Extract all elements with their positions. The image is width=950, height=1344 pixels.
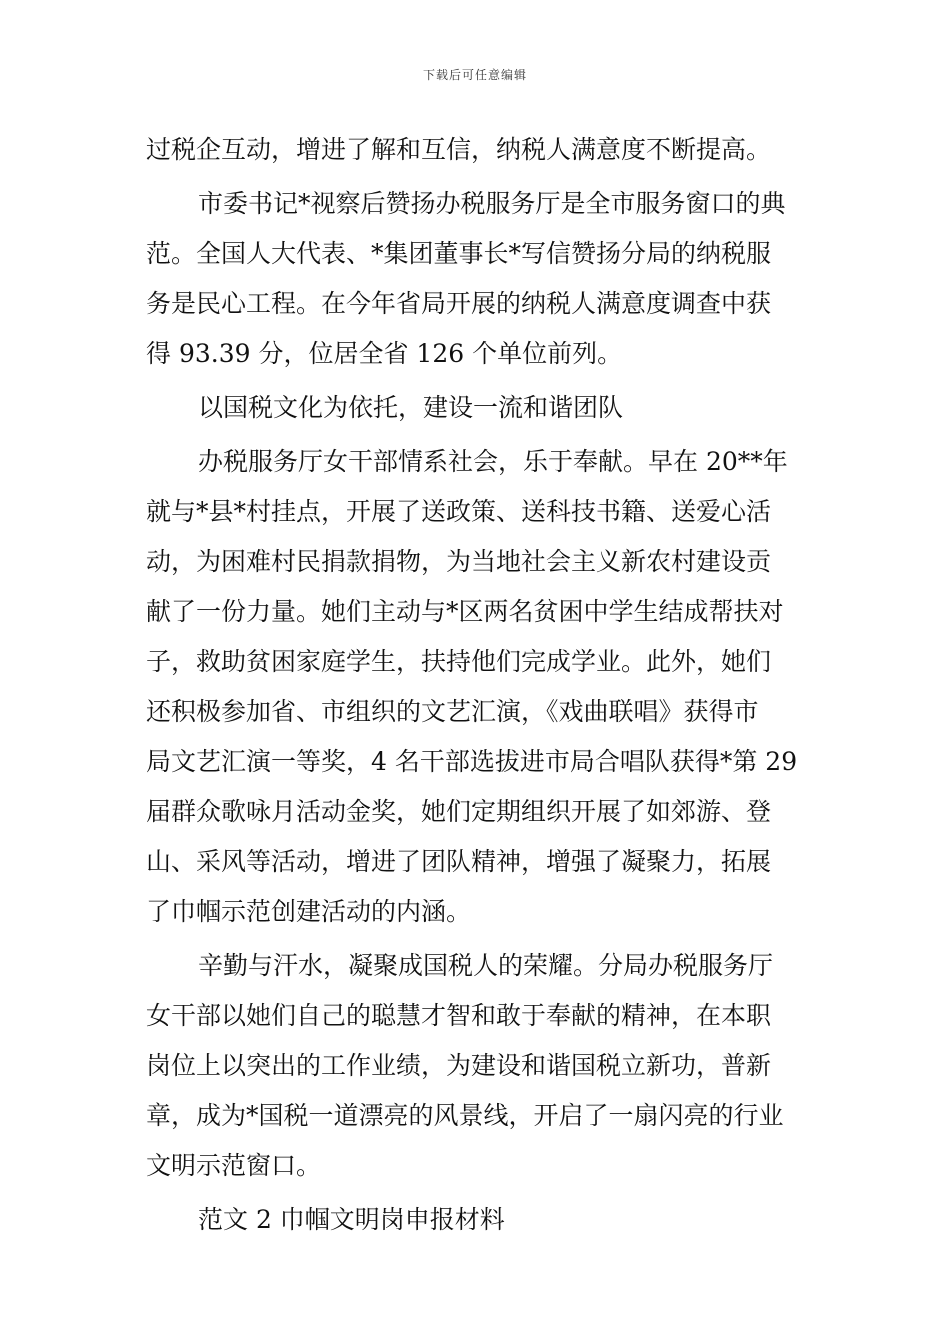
- text-line: 市委书记*视察后赞扬办税服务厅是全市服务窗口的典: [198, 189, 786, 218]
- page-header-note: 下载后可任意编辑: [422, 68, 527, 82]
- text-line: 献了一份力量。她们主动与*区两名贫困中学生结成帮扶对: [146, 597, 784, 626]
- text-line: 得 93.39 分，位居全省 126 个单位前列。: [146, 339, 623, 368]
- text-line: 岗位上以突出的工作业绩，为建设和谐国税立新功，普新: [146, 1051, 772, 1080]
- text-line: 局文艺汇演一等奖，4 名干部选拔进市局合唱队获得*第 29: [146, 747, 798, 776]
- document-body: [146, 125, 806, 1245]
- text-line: 务是民心工程。在今年省局开展的纳税人满意度调查中获: [146, 289, 772, 318]
- text-line: 子，救助贫困家庭学生，扶持他们完成学业。此外，她们: [146, 647, 772, 676]
- text-line: 山、采风等活动，增进了团队精神，增强了凝聚力，拓展: [146, 847, 772, 876]
- text-line: 文明示范窗口。: [146, 1151, 322, 1180]
- text-line: 了巾帼示范创建活动的内涵。: [146, 897, 472, 926]
- text-line: 届群众歌咏月活动金奖，她们定期组织开展了如郊游、登: [146, 797, 772, 826]
- text-line: 辛勤与汗水，凝聚成国税人的荣耀。分局办税服务厅: [198, 951, 774, 980]
- text-line: 女干部以她们自己的聪慧才智和敢于奉献的精神，在本职: [146, 1001, 772, 1030]
- text-line: 动，为困难村民捐款捐物，为当地社会主义新农村建设贡: [146, 547, 772, 576]
- section-heading: 范文 2 巾帼文明岗申报材料: [198, 1205, 505, 1234]
- text-line: 过税企互动，增进了解和互信，纳税人满意度不断提高。: [146, 135, 772, 164]
- text-line: 就与*县*村挂点，开展了送政策、送科技书籍、送爱心活: [146, 497, 772, 526]
- text-line: 范。全国人大代表、*集团董事长*写信赞扬分局的纳税服: [146, 239, 772, 268]
- text-line: 章，成为*国税一道漂亮的风景线，开启了一扇闪亮的行业: [146, 1101, 784, 1130]
- text-line: 还积极参加省、市组织的文艺汇演，《戏曲联唱》获得市: [146, 697, 759, 726]
- section-heading: 以国税文化为依托，建设一流和谐团队: [198, 393, 624, 422]
- text-line: 办税服务厅女干部情系社会，乐于奉献。早在 20**年: [198, 447, 788, 476]
